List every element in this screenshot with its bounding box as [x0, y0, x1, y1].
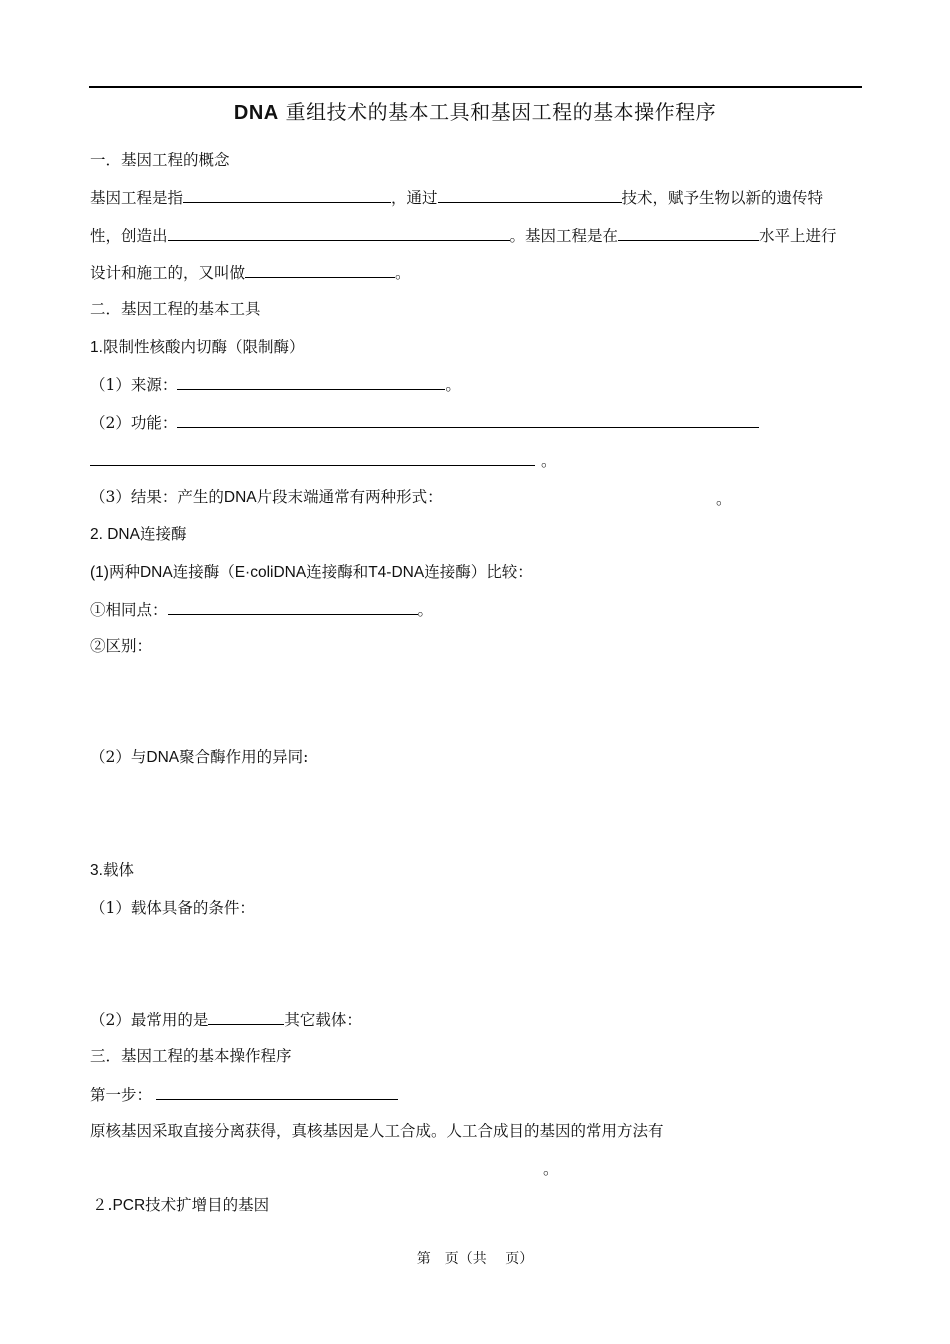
header-rule: [89, 86, 862, 88]
text: ②区别：: [90, 637, 153, 655]
text: 连接酶）比较：: [424, 563, 533, 581]
fill-blank[interactable]: [208, 1008, 284, 1025]
title-latin: DNA: [233, 102, 279, 124]
synthesis-end: [543, 1158, 559, 1180]
text: 片段末端通常有两种形式：: [256, 488, 443, 506]
section-2-heading: [90, 298, 261, 320]
vector-common: [90, 1008, 362, 1031]
text: （1）载体具备的条件：: [90, 899, 255, 917]
pcr-heading: [92, 1194, 269, 1217]
polymerase-compare: [90, 746, 308, 769]
section-1-heading-text: 一．基因工程的概念: [90, 151, 230, 169]
section-1-heading: [90, 149, 230, 171]
section-3-heading-text: 三．基因工程的基本操作程序: [90, 1047, 292, 1065]
fill-blank-line[interactable]: [90, 465, 535, 466]
page-title: [0, 96, 950, 125]
concept-line-2: [90, 224, 837, 247]
text: 连接酶和: [306, 563, 369, 581]
result-end: [716, 488, 732, 510]
text: 基因工程是指: [90, 189, 184, 207]
text: 连接酶: [139, 525, 187, 543]
ligase-heading: [90, 523, 186, 546]
synthesis-paragraph: [90, 1120, 664, 1142]
fill-blank[interactable]: [177, 373, 445, 390]
text: 水平上进行: [759, 227, 837, 245]
enzyme-function: [90, 411, 759, 434]
section-2-heading-text: 二．基因工程的基本工具: [90, 300, 261, 318]
text: ，通过: [391, 189, 438, 207]
fill-blank[interactable]: [438, 186, 622, 203]
text: E·coliDNA: [234, 564, 307, 581]
text: 技术，赋予生物以新的遗传特: [621, 189, 824, 207]
text: （3）结果：产生的: [90, 488, 224, 506]
text: T4-DNA: [368, 564, 425, 581]
enzyme-result: [90, 486, 443, 509]
text: （2）与: [90, 748, 147, 766]
text: PCR: [112, 1197, 146, 1214]
text: 聚合酶作用的异同:: [179, 748, 309, 766]
text: （2）功能：: [90, 414, 178, 432]
text: 。: [541, 452, 557, 470]
text: 限制性核酸内切酶（限制酶）: [102, 338, 305, 356]
vector-heading: [90, 859, 134, 882]
ligase-same: [90, 598, 433, 621]
text: (1): [90, 564, 109, 581]
section-3-heading: [90, 1045, 292, 1067]
page-footer: [0, 1248, 950, 1268]
fill-blank[interactable]: [168, 224, 510, 241]
text: （2）最常用的是: [90, 1011, 209, 1029]
text: 原核基因采取直接分离获得，真核基因是人工合成。人工合成目的基因的常用方法有: [90, 1122, 664, 1140]
text: ①相同点：: [90, 601, 168, 619]
text: 。: [417, 601, 434, 619]
fill-blank[interactable]: [618, 224, 759, 241]
text: DNA: [223, 489, 257, 506]
text: 。: [395, 264, 411, 282]
concept-line-1: [90, 186, 823, 209]
concept-line-3: [90, 261, 411, 284]
text: 性，创造出: [90, 227, 168, 245]
text: 连接酶（: [172, 563, 235, 581]
vector-conditions: [90, 897, 255, 919]
text: 2. DNA: [90, 526, 140, 543]
function-end: [541, 450, 557, 472]
page-number-text: 第 页（共 页）: [416, 1251, 534, 1267]
text: 两种: [108, 563, 140, 581]
text: 第一步：: [90, 1086, 153, 1104]
step-1: [90, 1083, 398, 1106]
ligase-compare: [90, 561, 533, 584]
enzyme-heading: [90, 336, 304, 359]
text: 其它载体：: [284, 1011, 362, 1029]
fill-blank[interactable]: [245, 261, 395, 278]
text: DNA: [139, 564, 173, 581]
fill-blank[interactable]: [168, 598, 418, 615]
ligase-diff: [90, 635, 152, 657]
text: 。: [445, 376, 461, 394]
fill-blank[interactable]: [156, 1083, 398, 1100]
enzyme-source: [90, 373, 461, 396]
text: 技术扩增目的基因: [145, 1196, 270, 1214]
text: 设计和施工的，又叫做: [90, 264, 246, 282]
text: 。: [543, 1160, 559, 1178]
text: ２.: [92, 1196, 113, 1214]
text: 。: [716, 490, 732, 508]
text: 载体: [102, 861, 134, 879]
title-text: 重组技术的基本工具和基因工程的基本操作程序: [285, 100, 717, 124]
text: （1）来源：: [90, 376, 178, 394]
text: 。基因工程是在: [509, 227, 619, 245]
text: 1.: [90, 339, 103, 356]
fill-blank[interactable]: [177, 411, 759, 428]
text: 3.: [90, 862, 103, 879]
text: DNA: [146, 749, 180, 766]
fill-blank[interactable]: [183, 186, 391, 203]
